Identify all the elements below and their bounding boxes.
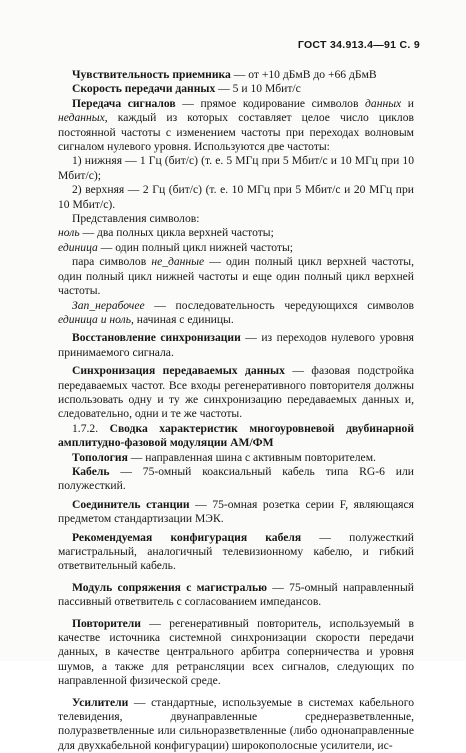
section-heading [58,422,414,451]
italic-term: не_данные [151,255,205,269]
text-run: — два полных цикла верхней частоты; [79,226,274,240]
text-run: — последовательность чередующихся символов [144,298,414,312]
bold-term: Кабель [72,464,110,478]
text-run: — прямое кодирование символов [175,96,366,110]
italic-term: единица [58,240,98,254]
definition [58,226,414,240]
text-run: — от +10 дБмВ до +66 дБмВ [230,68,377,81]
text-run: — один полный цикл нижней частоты; [97,240,293,254]
text-run: — полужесткий магистральный, аналогичный телевизионному кабелю, и гибкий ответвительный кабель. [58,530,414,573]
bold-term: Рекомендуемая конфигурация кабеля [72,530,302,544]
bold-term: Восстановление синхронизации [72,331,241,345]
list-item [58,154,414,183]
bold-term: Передача сигналов [72,96,176,110]
italic-term: единица и ноль [58,312,131,326]
list-item [58,183,414,212]
text-run: — 75-омный коаксиальный кабель типа RG-6 или полужесткий. [58,464,414,493]
text-run: — из переходов нулевого уровня принимаемого сигнала. [58,331,414,359]
paragraph [58,212,414,226]
definition [58,241,414,255]
bold-term: Повторители [72,616,141,630]
italic-term: Зап_нерабочее [72,298,145,312]
text-run: пара символов [72,255,152,269]
paragraph [58,364,414,422]
text-run: — 75-омная розетка серии F, являющаяся предметом стандартизации МЭК. [58,497,414,526]
text-run: 2) верхняя — 2 Гц (бит/с) (т. е. 10 МГц при 5 Мбит/с и 20 МГц при 10 Мбит/с). [58,183,414,211]
text-run: Представления символов: [72,212,200,226]
text-run: и [401,96,415,110]
text-run: — фазовая подстройка передаваемых частот. Все входы регенеративного повторителя должны использовать одну и ту же синхронизацию передаваемых данных и, следовательно, одни и те же частоты. [58,364,414,421]
text-run: — 75-омный направленный пассивный ответвитель с согласованием импедансов. [58,580,414,609]
text-run: — 5 и 10 Мбит/с [215,82,301,96]
text-run: — регенеративный повторитель, используемый в качестве источника системной синхронизации скорости передачи данных, в качестве центрального арбитра соперничества и уровня шумов, а также для ретрансляции всех сигналов, следующих по направленной физической среде. [58,616,414,688]
definition [58,255,414,298]
text-run: — один полный цикл верхней частоты, один полный цикл нижней частоты и еще один полный цикл верхней частоты. [58,255,414,298]
bold-term: Синхронизация передаваемых данных [72,364,285,378]
paragraph [58,498,414,527]
page-header: ГОСТ 34.913.4—91 С. 9 [297,39,420,51]
italic-term: данных [365,96,402,110]
text-run: — стандартные, используемые в системах кабельного телевидения, двунаправленные среднеразветвленные, полуразветвленные или сильноразветвленные (либо однонаправленные для двухкабельной конфигурации) широкополосные усилители, ис- [58,695,414,752]
paragraph [58,581,414,610]
italic-term: неданных [58,111,105,125]
text-run: , начиная с единицы. [131,312,234,326]
paragraph [58,531,414,574]
bold-term: Чувствительность приемника [72,68,231,81]
paragraph [58,617,414,689]
paragraph [58,68,414,82]
text-run: , каждый из которых составляет целое число циклов постоянной частоты с изменением частоты при переходах волновым сигналом нулевого уровня. Используются две частоты: [58,111,414,154]
paragraph [58,97,414,155]
bold-term: Модуль сопряжения с магистралью [72,580,267,594]
text-run: — направленная шина с активным повторителем. [127,450,376,464]
text-run: 1) нижняя — 1 Гц (бит/с) (т. е. 5 МГц при 5 Мбит/с и 10 МГц при 10 Мбит/с); [58,154,414,182]
paragraph [58,451,414,465]
paragraph [58,331,414,360]
bold-term: Соединитель станции [72,497,190,511]
text-run: 1.7.2. [72,421,110,435]
document-body [58,68,414,753]
bold-term: Скорость передачи данных [72,82,216,96]
paragraph [58,82,414,96]
bold-term: Сводка характеристик многоуровневой двубинарной амплитудно-фазовой модуляции АМ/ФМ [58,421,414,450]
italic-term: ноль [58,226,80,240]
bold-term: Усилители [72,695,129,709]
definition [58,299,414,328]
bold-term: Топология [72,450,128,464]
paragraph [58,696,414,753]
paragraph [58,465,414,494]
